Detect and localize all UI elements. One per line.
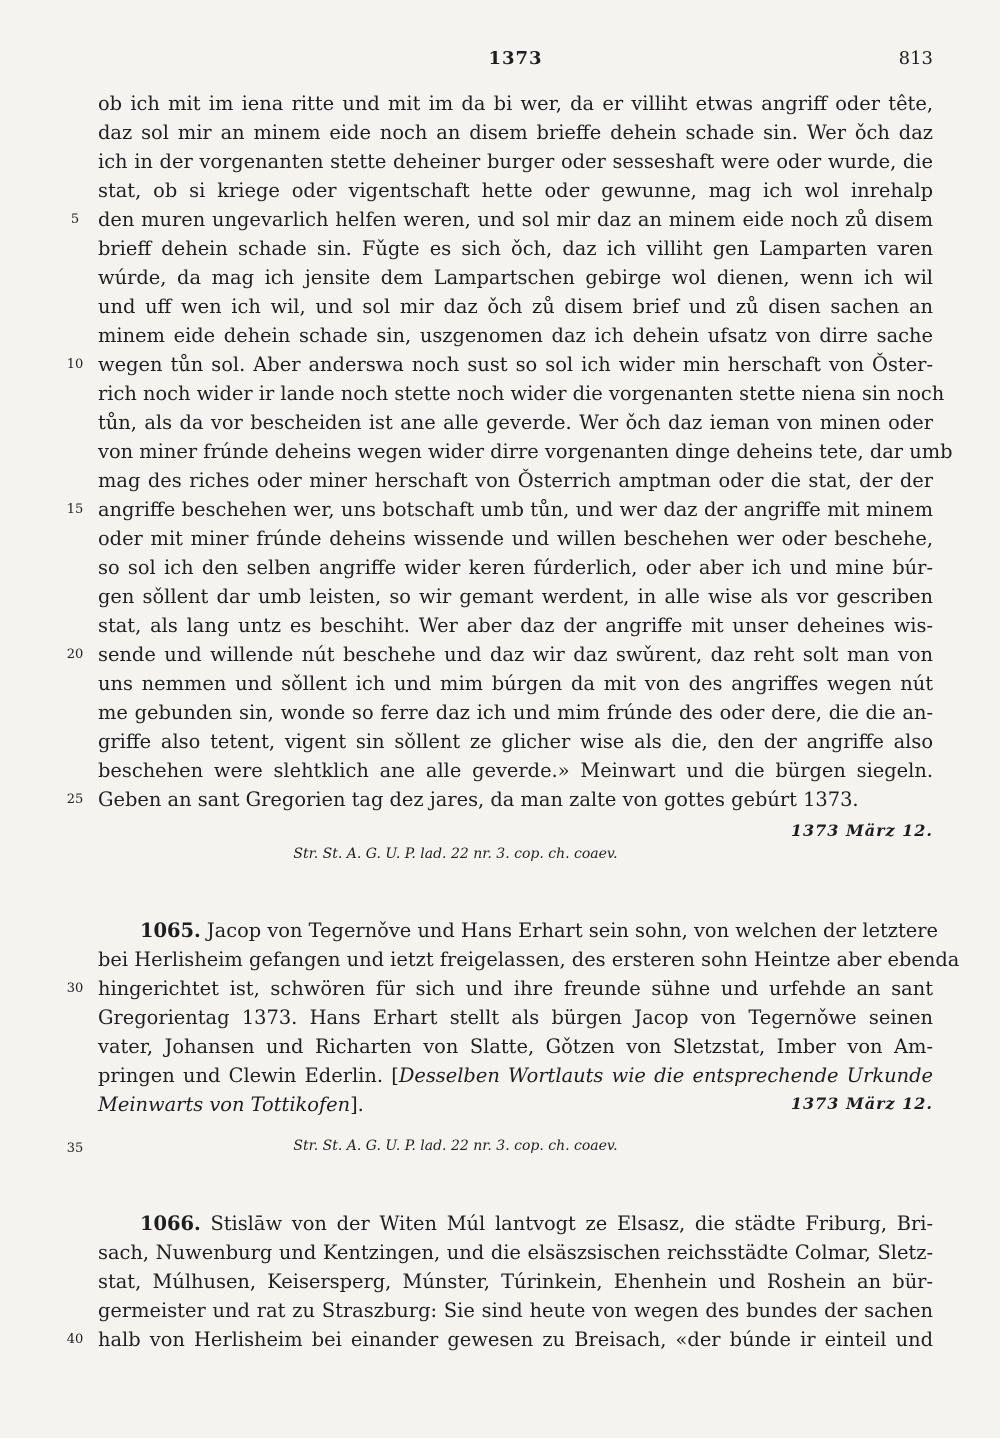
text-line: und uff wen ich wil, und sol mir daz ǒch zů disem brief und zů disen sachen an [98, 295, 933, 318]
text-line: bei Herlisheim gefangen und ietzt freigelassen, des ersteren sohn Heintze aber ebenda [98, 948, 960, 971]
text-line: daz sol mir an minem eide noch an disem brieffe dehein schade sin. Wer ǒch daz [98, 121, 933, 144]
line-number: 10 [66, 357, 84, 372]
text-line: uns nemmen und sǒllent ich und mim búrgen da mit von des angriffes wegen nút [98, 672, 933, 695]
text-line: stat, Múlhusen, Keisersperg, Múnster, Túrinkein, Ehenhein und Roshein an bür- [98, 1270, 933, 1293]
entry-number: 1066. [140, 1212, 201, 1235]
text-line: von miner frúnde deheins wegen wider dirre vorgenanten dinge deheins tete, dar umb [98, 440, 953, 463]
text-line: minem eide dehein schade sin, uszgenomen daz ich dehein ufsatz von dirre sache [98, 324, 933, 347]
entry-1065 [66, 916, 960, 1119]
line-number: 5 [70, 212, 80, 227]
date-note: 1373 März 12. [790, 821, 933, 840]
document-continuation [66, 89, 953, 814]
text-line: 15 angriffe beschehen wer, uns botschaft umb tůn, und wer daz der angriffe mit minem [98, 495, 933, 524]
source-citation: Str. St. A. G. U. P. lad. 22 nr. 3. cop. ch. coaev. [293, 1138, 618, 1154]
text-line: so sol ich den selben angriffe wider keren fúrderlich, oder aber ich und mine búr- [98, 556, 933, 579]
line-number: 15 [66, 502, 84, 517]
text-line: mag des riches oder miner herschaft von Ǒsterrich amptman oder die stat, der der [98, 469, 933, 492]
text-line: 20 sende und willende nút beschehe und daz wir daz swǔrent, daz reht solt man von [98, 640, 933, 669]
text-line: 25 Geben an sant Gregorien tag dez jares, da man zalte von gottes gebúrt 1373. [98, 785, 933, 814]
entry-number: 1065. [140, 919, 201, 942]
source-citation: Str. St. A. G. U. P. lad. 22 nr. 3. cop. ch. coaev. [293, 846, 618, 862]
date-note: 1373 März 12. [790, 1094, 933, 1113]
text-line: 1066. Stislāw von der Witen Múl lantvogt ze Elsasz, die städte Friburg, Bri- [140, 1212, 933, 1235]
source-row [66, 1138, 933, 1160]
text-line: ob ich mit im iena ritte und mit im da bi wer, da er villiht etwas angriff oder tête, [98, 92, 933, 115]
line-number: 35 [66, 1141, 84, 1156]
running-header [98, 48, 933, 74]
text-line: Meinwarts von Tottikofen]. [98, 1093, 364, 1116]
text-line: 1065. Jacop von Tegernǒve und Hans Erhart sein sohn, von welchen der letztere [140, 919, 939, 942]
line-number: 20 [66, 647, 84, 662]
text-line: pringen und Clewin Ederlin. [Desselben Wortlauts wie die entsprechende Urkunde [98, 1064, 933, 1087]
text-line: 30 hingerichtet ist, schwören für sich und ihre freunde sühne und urfehde an sant [98, 974, 933, 1003]
text-line: 5 den muren ungevarlich helfen weren, und sol mir daz an minem eide noch zů disem [98, 205, 933, 234]
page-number: 813 [898, 48, 933, 69]
line-number: 40 [66, 1332, 84, 1347]
text-line: Gregorientag 1373. Hans Erhart stellt als bürgen Jacop von Tegernǒwe seinen [98, 1006, 933, 1029]
text-line: 10 wegen tůn sol. Aber anderswa noch sust so sol ich wider min herschaft von Ǒster- [98, 350, 933, 379]
text-line: brieff dehein schade sin. Fǔgte es sich ǒch, daz ich villiht gen Lamparten varen [98, 237, 933, 260]
text-line: wúrde, da mag ich jensite dem Lampartschen gebirge wol dienen, wenn ich wil [98, 266, 933, 289]
text-line: stat, als lang untz es beschiht. Wer aber daz der angriffe mit unser deheines wis- [98, 614, 933, 637]
text-line: tůn, als da vor bescheiden ist ane alle geverde. Wer ǒch daz ieman von minen oder [98, 411, 933, 434]
text-line: germeister und rat zu Straszburg: Sie sind heute von wegen des bundes der sachen [98, 1299, 933, 1322]
header-year: 1373 [488, 48, 543, 69]
text-line: vater, Johansen und Richarten von Slatte, Gǒtzen von Sletzstat, Imber von Am- [98, 1035, 933, 1058]
source-citation-wrap [98, 1138, 933, 1154]
text-line: gen sǒllent dar umb leisten, so wir gemant werdent, in alle wise als vor gescriben [98, 585, 933, 608]
text-line: beschehen were slehtklich ane alle geverde.» Meinwart und die bürgen siegeln. [98, 759, 933, 782]
source-row [98, 846, 933, 866]
text-line: griffe also tetent, vigent sin sǒllent ze glicher wise als die, den der angriffe also [98, 730, 933, 753]
text-line: ich in der vorgenanten stette deheiner burger oder sesseshaft were oder wurde, die [98, 150, 933, 173]
text-line: stat, ob si kriege oder vigentschaft hette oder gewunne, mag ich wol inrehalp [98, 179, 933, 202]
text-line: oder mit miner frúnde deheins wissende und willen beschehen wer oder beschehe, [98, 527, 933, 550]
text-line: me gebunden sin, wonde so ferre daz ich und mim frúnde des oder dere, die die an- [98, 701, 933, 724]
line-number: 30 [66, 981, 84, 996]
text-line: sach, Nuwenburg und Kentzingen, und die elsäszsischen reichsstädte Colmar, Sletz- [98, 1241, 933, 1264]
entry-1066 [66, 1209, 933, 1354]
source-citation-wrap [98, 846, 933, 862]
line-number: 25 [66, 792, 84, 807]
text-line: rich noch wider ir lande noch stette noch wider die vorgenanten stette niena sin noch [98, 382, 945, 405]
text-line: 40 halb von Herlisheim bei einander gewesen zu Breisach, «der búnde ir einteil und [98, 1325, 933, 1354]
